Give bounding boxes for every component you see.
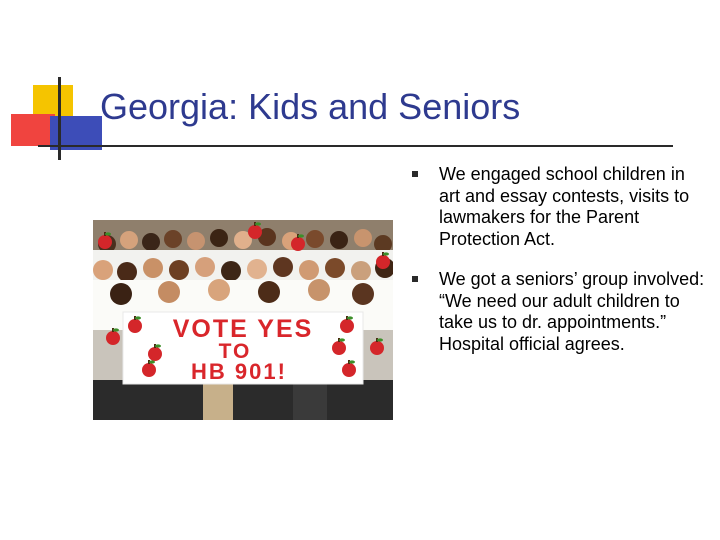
- bullet-list: [408, 164, 708, 374]
- square-bullet-icon: [412, 171, 418, 177]
- bullet-text: We engaged school children in art and essay contests, visits to lawmakers for the Parent Protection Act.: [439, 164, 690, 249]
- bullet-text: We got a seniors’ group involved: “We need our adult children to take us to dr. appointments.” Hospital official agrees.: [439, 269, 705, 354]
- decor-red-square: [11, 114, 55, 146]
- banner-line-3: HB 901!: [191, 359, 287, 384]
- banner-line-1: VOTE YES: [172, 315, 314, 343]
- banner-line-2: TO: [218, 340, 252, 363]
- bullet-item: [408, 269, 708, 355]
- bullet-item: [408, 164, 708, 250]
- group-photo: [93, 220, 393, 420]
- square-bullet-icon: [412, 276, 418, 282]
- slide-title: Georgia: Kids and Seniors: [100, 86, 521, 127]
- title-underline: [38, 145, 673, 147]
- decor-vertical-line: [58, 77, 61, 160]
